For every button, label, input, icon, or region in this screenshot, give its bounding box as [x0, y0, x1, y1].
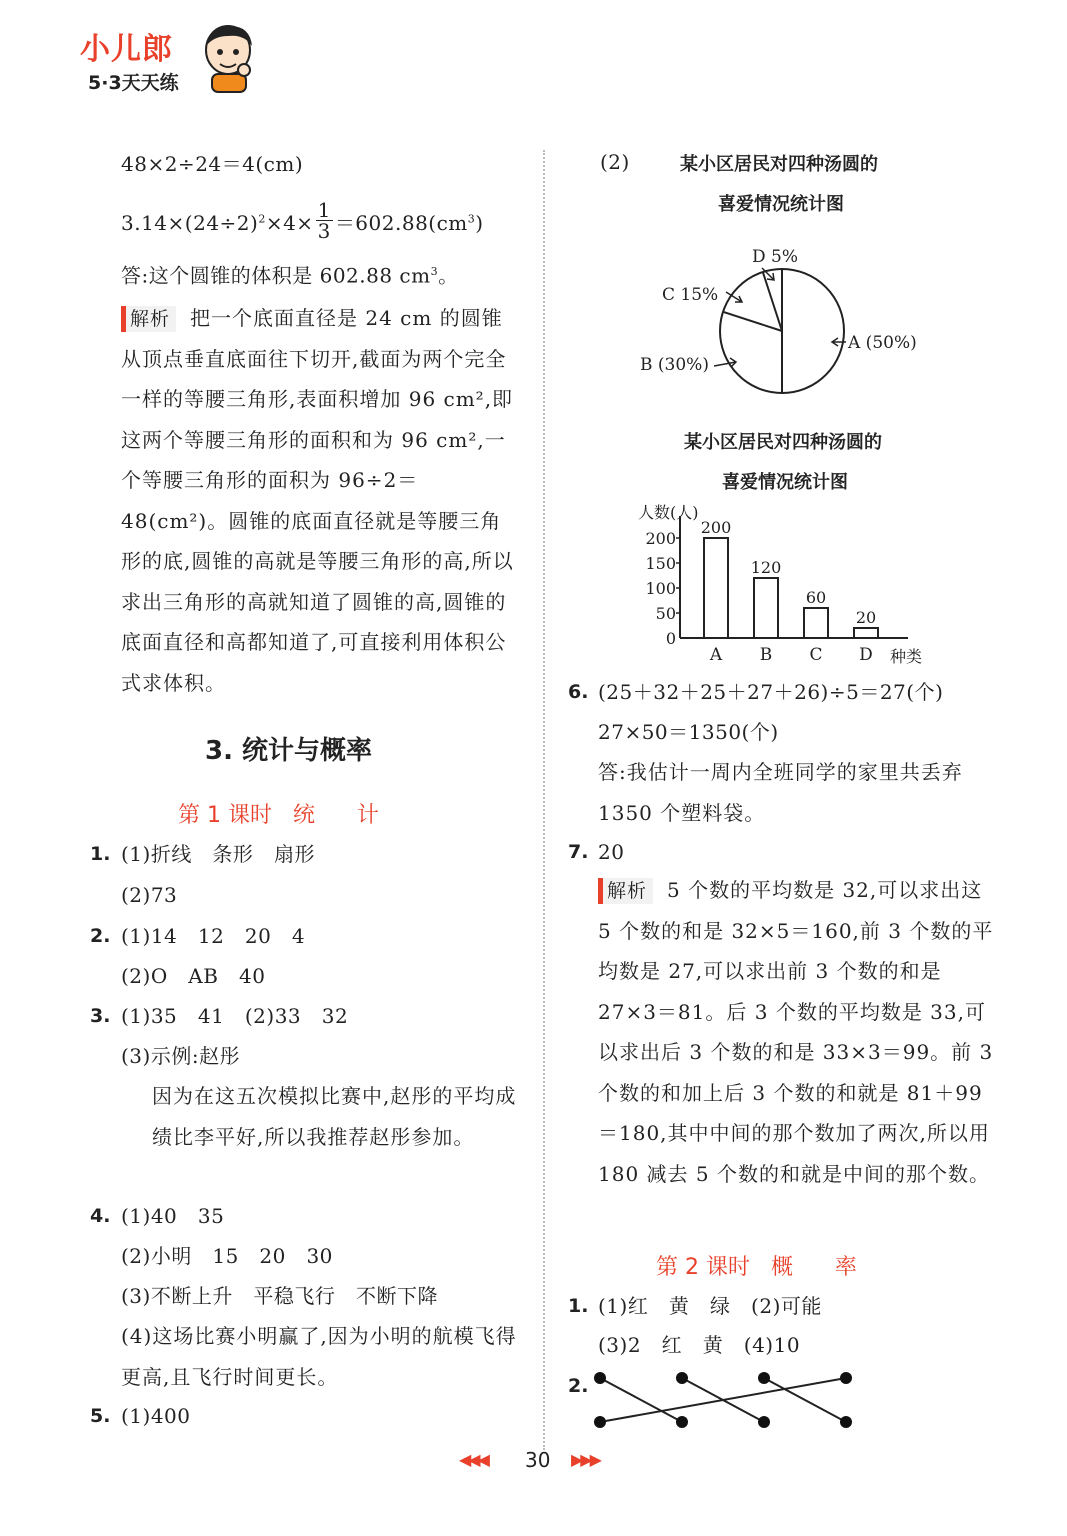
q6-answer-a: (25＋32＋25＋27＋26)÷5＝27(个) — [598, 680, 944, 704]
pie-divider-C — [723, 312, 782, 331]
bar-title-line-2: 喜爱情况统计图 — [722, 472, 848, 493]
y-tick-label: 150 — [645, 554, 676, 573]
q4-answer-a: (1)40 35 — [121, 1204, 225, 1228]
lesson-1-title: 第 1 课时 统 计 — [178, 803, 379, 828]
match-dot — [840, 1416, 852, 1428]
calc-line-1: 48×2÷24＝4(cm) — [121, 152, 304, 176]
bar-chart — [630, 498, 950, 668]
y-tick-label: 0 — [665, 629, 676, 648]
analysis-block-left — [121, 298, 519, 703]
pie-divider-D — [763, 272, 782, 331]
bar-B — [754, 578, 778, 638]
matching-diagram — [590, 1368, 860, 1432]
close-paren: ) — [475, 211, 484, 235]
p2-number: 2. — [568, 1375, 589, 1397]
bar-C — [804, 608, 828, 638]
x-tick-label: A — [709, 645, 723, 665]
analysis-text: 把一个底面直径是 24 cm 的圆锥从顶点垂直底面往下切开,截面为两个完全一样的等腰三角形,表面积增加 96 cm²,即这两个等腰三角形的面积和为 96 cm²,一个等腰三角形的面积为 96÷2＝48(cm²)。圆锥的底面直径就是等腰三角形的底,圆锥的高就是等腰三角形的高,所以求出三角形的高就知道了圆锥的高,圆锥的底面直径和高都知道了,可直接利用体积公式求体积。 — [121, 306, 514, 695]
answer-text: 答:这个圆锥的体积是 602.88 cm — [121, 263, 431, 288]
pie-label-D: D 5% — [752, 247, 799, 267]
part-2-label: (2) — [600, 150, 630, 174]
q6-number: 6. — [568, 681, 589, 703]
match-dot — [676, 1372, 688, 1384]
match-dot — [840, 1372, 852, 1384]
x-axis-label: 种类 — [890, 647, 923, 666]
analysis-label: 解析 — [121, 306, 176, 332]
brand-title: 小儿郎 — [80, 32, 173, 67]
bar-value-label: 20 — [855, 608, 877, 627]
next-arrows-icon: ▶▶▶ — [571, 1450, 599, 1469]
bar-D — [854, 628, 878, 638]
prev-arrows-icon: ◀◀◀ — [459, 1450, 487, 1469]
x-tick-label: D — [859, 645, 873, 665]
calc-line-2-mid: ×4× — [265, 211, 314, 235]
bar-A — [704, 538, 728, 638]
x-tick-label: C — [809, 645, 823, 665]
q3-answer-c: 因为在这五次模拟比赛中,赵彤的平均成绩比李平好,所以我推荐赵彤参加。 — [152, 1084, 517, 1149]
q2-number: 2. — [90, 925, 111, 947]
q1-answer-b: (2)73 — [121, 883, 178, 907]
match-dot — [758, 1416, 770, 1428]
brand-logo — [78, 18, 258, 98]
y-tick-label: 50 — [655, 604, 676, 623]
q3-answer-b: (3)示例:赵彤 — [121, 1044, 241, 1068]
q4-answer-d: (4)这场比赛小明赢了,因为小明的航模飞得更高,且飞行时间更长。 — [121, 1324, 517, 1389]
fraction-numerator: 1 — [317, 198, 331, 222]
y-tick-label: 200 — [645, 529, 676, 548]
q2-answer-b: (2)O AB 40 — [121, 964, 266, 988]
pie-label-C: C 15% — [662, 285, 719, 305]
calc-line-2-post: ＝602.88(cm — [334, 211, 468, 235]
match-dot — [676, 1416, 688, 1428]
calc-line-2-pre: 3.14×(24÷2) — [121, 211, 259, 235]
y-axis-label: 人数(人) — [638, 503, 699, 522]
superscript-3: 3 — [467, 212, 476, 226]
fraction-denominator: 3 — [317, 219, 331, 243]
y-tick-label: 100 — [645, 579, 676, 598]
x-tick-label: B — [759, 645, 773, 665]
pie-label-A: A (50%) — [848, 333, 917, 353]
match-dot — [758, 1372, 770, 1384]
p1-answer-a: (1)红 黄 绿 (2)可能 — [598, 1294, 822, 1318]
q1-number: 1. — [90, 843, 111, 865]
pie-chart — [630, 236, 950, 406]
fraction — [316, 200, 333, 241]
lesson-2-title: 第 2 课时 概 率 — [656, 1255, 857, 1280]
answer-line — [121, 258, 459, 290]
bar-title-line-1: 某小区居民对四种汤圆的 — [684, 432, 882, 453]
q7-answer-a: 20 — [598, 840, 625, 864]
mascot-icon — [198, 20, 260, 94]
q1-answer-a: (1)折线 条形 扇形 — [121, 842, 315, 866]
bar-value-label: 120 — [750, 558, 782, 577]
pie-title-line-1: 某小区居民对四种汤圆的 — [680, 154, 878, 175]
p1-answer-b: (3)2 红 黄 (4)10 — [598, 1333, 801, 1357]
analysis-label-right: 解析 — [598, 878, 653, 904]
superscript-2: 2 — [258, 212, 266, 226]
pie-label-B: B (30%) — [640, 355, 709, 375]
q2-answer-a: (1)14 12 20 4 — [121, 924, 306, 948]
q5-answer-a: (1)400 — [121, 1404, 191, 1428]
calc-line-2 — [121, 198, 484, 245]
q6-answer-b: 27×50＝1350(个) — [598, 720, 779, 744]
q4-answer-b: (2)小明 15 20 30 — [121, 1244, 333, 1268]
analysis-block-right — [598, 870, 996, 1194]
p1-number: 1. — [568, 1295, 589, 1317]
q4-answer-c: (3)不断上升 平稳飞行 不断下降 — [121, 1284, 438, 1308]
q5-number: 5. — [90, 1405, 111, 1427]
bar-value-label: 200 — [700, 518, 732, 537]
page-number: 30 — [525, 1448, 551, 1472]
analysis-text-right: 5 个数的平均数是 32,可以求出这 5 个数的和是 32×5＝160,前 3 个数的平均数是 27,可以求出前 3 个数的和是 27×3＝81。后 3 个数的平均数是 33,可以求出后 3 个数的和是 33×3＝99。前 3 个数的和加上后 3 个数的和就是 81＋99＝180,其中中间的那个数加了两次,所以用 180 减去 5 个数的和就是中间的那个数。 — [598, 878, 994, 1186]
column-divider — [543, 150, 545, 1450]
match-dot — [594, 1416, 606, 1428]
q3-answer-a: (1)35 41 (2)33 32 — [121, 1004, 349, 1028]
q4-number: 4. — [90, 1205, 111, 1227]
page-footer — [455, 1448, 615, 1478]
answer-superscript-3: 3 — [430, 265, 439, 278]
brand-subtitle: 5·3天天练 — [88, 72, 179, 94]
q3-number: 3. — [90, 1005, 111, 1027]
match-dot — [594, 1372, 606, 1384]
match-line-4 — [600, 1378, 846, 1422]
pie-title-line-2: 喜爱情况统计图 — [718, 194, 844, 215]
q7-number: 7. — [568, 841, 589, 863]
q6-answer-c: 答:我估计一周内全班同学的家里共丢弃 1350 个塑料袋。 — [598, 760, 963, 825]
answer-end: 。 — [438, 263, 459, 288]
pie-arrow-B — [714, 358, 736, 367]
bar-value-label: 60 — [805, 588, 827, 607]
section-title: 3. 统计与概率 — [205, 736, 373, 766]
